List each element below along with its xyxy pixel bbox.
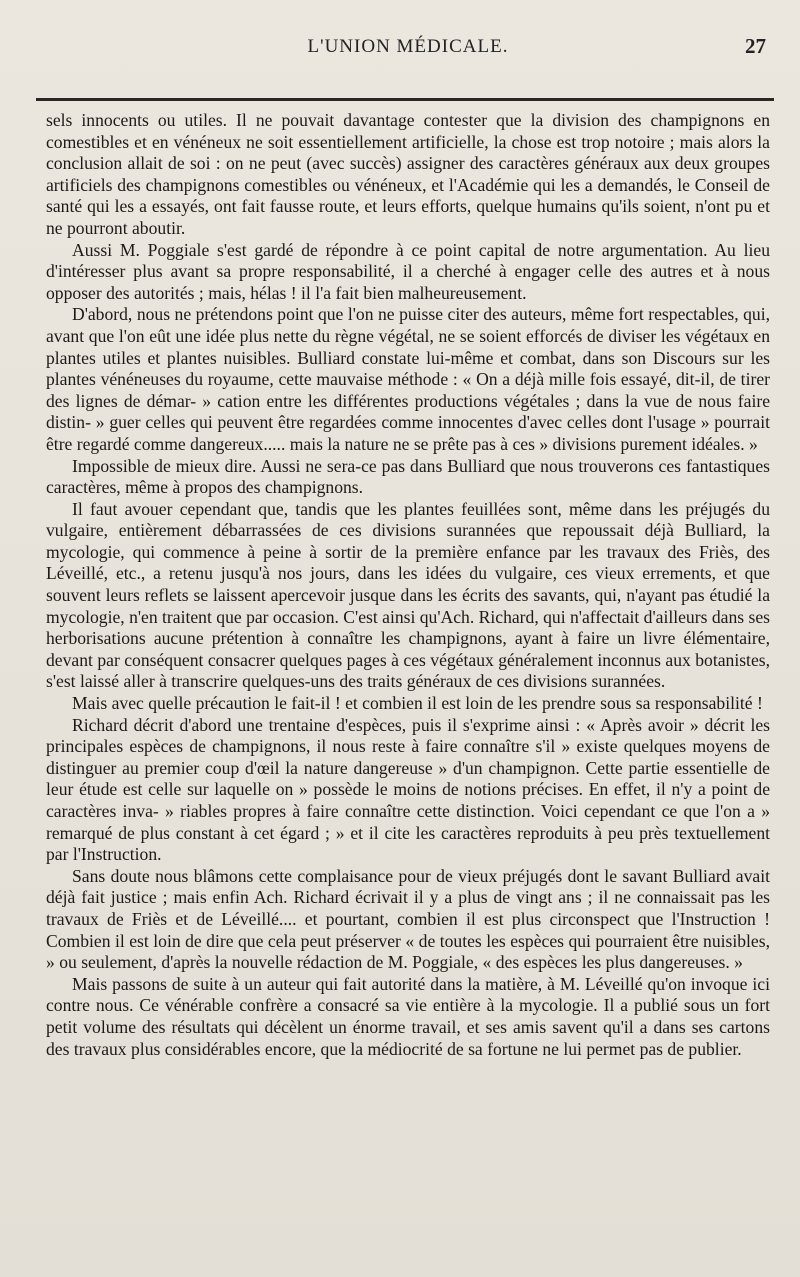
paragraph: Mais avec quelle précaution le fait-il ! et combien il est loin de les prendre sous sa responsabilité ! bbox=[72, 693, 763, 714]
page-number: 27 bbox=[745, 34, 766, 58]
paragraph: D'abord, nous ne prétendons point que l'on ne puisse citer des auteurs, même fort respectables, qui, avant que l'on eût une idée plus nette du règne végétal, ne se soient efforcés de diviser les végétaux en plantes utiles et plantes nuisibles. Bulliard constate lui-même et combat, dans son Discours sur les plantes vénéneuses du royaume, cette mauvaise méthode : « On a déjà mille fois essayé, dit-il, de tirer des lignes de démar- » cation entre les différentes productions végétales ; dans la vue de nous faire distin- » guer celles qui peuvent être regardées comme innocentes d'avec celles dont l'usage » pourrait être regardé comme dangereux..... mais la nature ne se prête pas à ces » divisions purement idéales. » bbox=[46, 304, 770, 454]
running-title: L'UNION MÉDICALE. bbox=[307, 36, 509, 57]
paragraph: Mais passons de suite à un auteur qui fait autorité dans la matière, à M. Léveillé qu'on invoque ici contre nous. Ce vénérable confrère a consacré sa vie entière à la mycologie. Il a publié sous un fort petit volume des résultats qui décèlent un énorme travail, et ses amis savent qu'il a dans ses cartons des travaux plus considérables encore, que la médiocrité de sa fortune ne lui permet pas de publier. bbox=[46, 973, 770, 1059]
page-header bbox=[46, 30, 770, 66]
paragraph: Richard décrit d'abord une trentaine d'espèces, puis il s'exprime ainsi : « Après avoir » décrit les principales espèces de champignons, il nous reste à faire connaître s'il » existe quelques moyens de distinguer au premier coup d'œil la nature dangereuse » d'un champignon. Cette partie essentielle de leur étude est celle sur laquelle on » possède le moins de notions précises. En effet, il n'y a point de caractères inva- » riables propres à faire connaître cette distinction. Voici cependant ce que l'on a » remarqué de plus constant à cet égard ; » et il cite les caractères reproduits à peu près textuellement par l'Instruction. bbox=[46, 714, 770, 865]
paragraph: Impossible de mieux dire. Aussi ne sera-ce pas dans Bulliard que nous trouverons ces fantastiques caractères, même à propos des champignons. bbox=[46, 455, 770, 498]
paragraph: Aussi M. Poggiale s'est gardé de répondre à ce point capital de notre argumentation. Au lieu d'intéresser plus avant sa propre responsabilité, il a cherché à engager celle des autres et à nous opposer des autorités ; mais, hélas ! il l'a fait bien malheureusement. bbox=[46, 239, 770, 303]
header-rule bbox=[36, 98, 774, 101]
paragraph: sels innocents ou utiles. Il ne pouvait davantage contester que la division des champignons en comestibles et en vénéneux ne soit essentiellement artificielle, la chose est trop notoire ; mais alors la conclusion allait de soi : on ne peut (avec succès) assigner des caractères généraux aux deux groupes artificiels des champignons comestibles ou vénéneux, et l'Académie qui les a demandés, le Conseil de santé qui les a essayés, ont fait fausse route, et leurs efforts, quelque humains qu'ils soient, n'ont pu et ne pourront aboutir. bbox=[46, 110, 770, 238]
paragraph: Sans doute nous blâmons cette complaisance pour de vieux préjugés dont le savant Bulliard avait déjà fait justice ; mais enfin Ach. Richard écrivait il y a plus de vingt ans ; il ne connaissait pas les travaux de Friès et de Léveillé.... et pourtant, combien il est plus circonspect que l'Instruction ! Combien il est loin de dire que cela peut préserver « de toutes les espèces qui pourraient être nuisibles, » ou seulement, d'après la nouvelle rédaction de M. Poggiale, « des espèces les plus dangereuses. » bbox=[46, 865, 770, 973]
paragraph: Il faut avouer cependant que, tandis que les plantes feuillées sont, même dans les préjugés du vulgaire, entièrement débarrassées de ces divisions surannées que repoussait déjà Bulliard, la mycologie, qui commence à peine à sortir de la première enfance par les travaux des Friès, des Léveillé, etc., a retenu jusqu'à nos jours, dans les idées du vulgaire, ces vieux errements, et que souvent leurs reflets se laissent apercevoir jusque dans les écrits des savants, qui, n'ayant pas étudié la mycologie, n'en traitent que par occasion. C'est ainsi qu'Ach. Richard, qui n'affectait d'ailleurs dans ses herborisations aucune prétention à connaître les champignons, ayant à faire un livre élémentaire, devant par conséquent consacrer quelques pages à ces végétaux généralement inconnus aux botanistes, s'est laissé aller à transcrire quelques-uns des traits généraux de ces divisions surannées. bbox=[46, 498, 770, 692]
article-body bbox=[46, 110, 770, 1060]
